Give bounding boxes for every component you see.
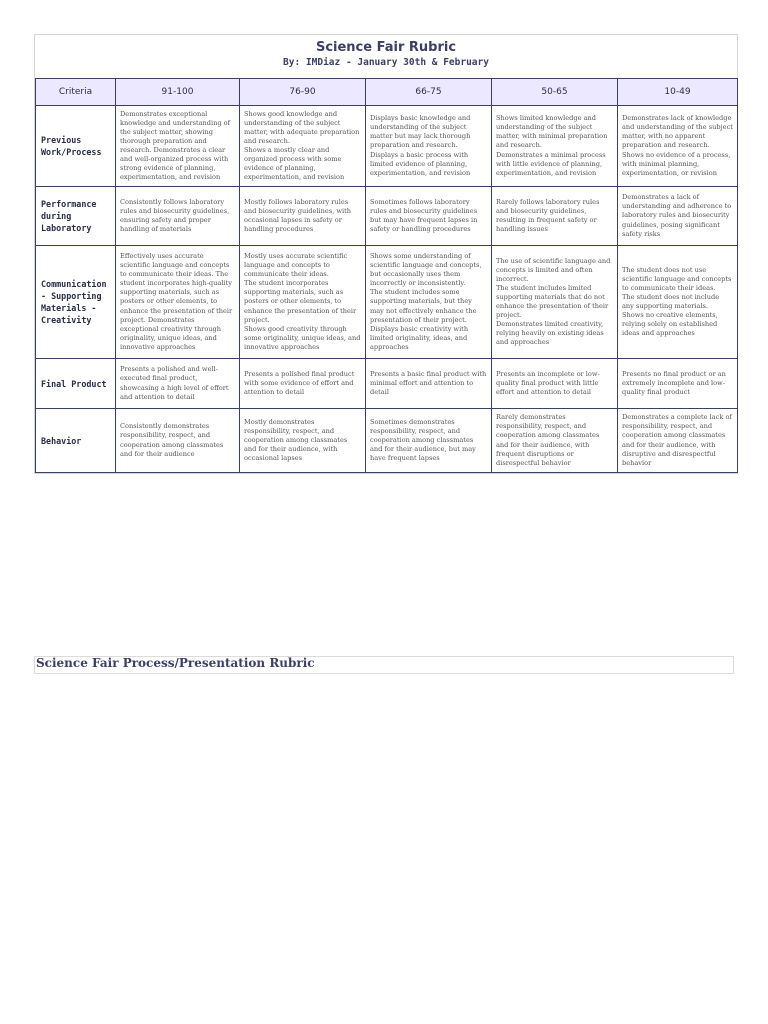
rubric-cell: The use of scientific language and concepts is limited and often incorrect. The student includes limited supporting materials that do not enhance the presentation of their project. Demonstrates limited creativity, relying heavily on existing ideas and approaches [492, 246, 618, 359]
criteria-cell: Communication - Supporting Materials - Creativity [36, 246, 116, 359]
rubric-cell: Demonstrates a complete lack of responsibility, respect, and cooperation among classmates and for their audience, with disruptive and disrespectful behavior [618, 409, 738, 473]
table-row [36, 246, 738, 359]
column-header-10-49: 10-49 [618, 79, 738, 106]
rubric-cell: Demonstrates lack of knowledge and understanding of the subject matter, with no apparent preparation and research. Shows no evidence of a process, with minimal planning, experimentation, or revision [618, 106, 738, 187]
criteria-cell: Performance during Laboratory [36, 187, 116, 246]
rubric-cell: Mostly uses accurate scientific language and concepts to communicate their ideas. The student incorporates supporting materials, such as posters or other elements, to enhance the presentation of their project. Shows good creativity through some originality, unique ideas, and innovative approaches [240, 246, 366, 359]
table-row [36, 409, 738, 473]
rubric-cell: Presents a polished and well-executed final product, showcasing a high level of effort and attention to detail [116, 359, 240, 409]
rubric-cell: Presents a basic final product with minimal effort and attention to detail [366, 359, 492, 409]
rubric-cell: Effectively uses accurate scientific language and concepts to communicate their ideas. The student incorporates high-quality supporting materials, such as posters or other elements, to enhance the presentation of their project. Demonstrates exceptional creativity through originality, unique ideas, and innovative approaches [116, 246, 240, 359]
rubric-cell: Rarely follows laboratory rules and biosecurity guidelines, resulting in frequent safety or handling issues [492, 187, 618, 246]
rubric-cell: Shows good knowledge and understanding of the subject matter, with adequate preparation and research. Shows a mostly clear and organized process with some evidence of planning, experimentation, and revision [240, 106, 366, 187]
table-row [36, 187, 738, 246]
rubric-cell: Shows some understanding of scientific language and concepts, but occasionally uses them incorrectly or inconsistently. The student includes some supporting materials, but they may not effectively enhance the presentation of their project. Displays basic creativity with limited originality, ideas, and approaches [366, 246, 492, 359]
column-header-91-100: 91-100 [116, 79, 240, 106]
criteria-cell: Behavior [36, 409, 116, 473]
column-header-76-90: 76-90 [240, 79, 366, 106]
footer-title: Science Fair Process/Presentation Rubric [36, 656, 315, 670]
rubric-cell: Presents no final product or an extremely incomplete and low-quality final product [618, 359, 738, 409]
rubric-table [35, 78, 738, 473]
rubric-cell: Shows limited knowledge and understanding of the subject matter, with minimal preparation and research. Demonstrates a minimal process with little evidence of planning, experimentation, and revision [492, 106, 618, 187]
rubric-cell: Presents an incomplete or low-quality final product with little effort and attention to detail [492, 359, 618, 409]
title-area [35, 35, 737, 78]
criteria-cell: Final Product [36, 359, 116, 409]
rubric-cell: Presents a polished final product with some evidence of effort and attention to detail [240, 359, 366, 409]
rubric-cell: Demonstrates exceptional knowledge and understanding of the subject matter, showing thorough preparation and research. Demonstrates a clear and well-organized process with strong evidence of planning, experimentation, and revision [116, 106, 240, 187]
rubric-cell: The student does not use scientific language and concepts to communicate their ideas. The student does not include any supporting materials. Shows no creative elements, relying solely on established ideas and approaches [618, 246, 738, 359]
criteria-cell: Previous Work/Process [36, 106, 116, 187]
page-subtitle: By: IMDiaz - January 30th & February [283, 57, 489, 68]
rubric-cell: Demonstrates a lack of understanding and adherence to laboratory rules and biosecurity guidelines, posing significant safety risks [618, 187, 738, 246]
column-header-50-65: 50-65 [492, 79, 618, 106]
rubric-cell: Rarely demonstrates responsibility, respect, and cooperation among classmates and for their audience, with frequent disruptions or disrespectful behavior [492, 409, 618, 473]
rubric-cell: Displays basic knowledge and understanding of the subject matter but may lack thorough preparation and research. Displays a basic process with limited evidence of planning, experimentation, and revision [366, 106, 492, 187]
rubric-cell: Mostly demonstrates responsibility, respect, and cooperation among classmates and for their audience, with occasional lapses [240, 409, 366, 473]
table-header-row [36, 79, 738, 106]
rubric-cell: Sometimes follows laboratory rules and biosecurity guidelines but may have frequent lapses in safety or handling procedures [366, 187, 492, 246]
footer-heading-box [34, 656, 734, 674]
rubric-cell: Consistently demonstrates responsibility, respect, and cooperation among classmates and for their audience [116, 409, 240, 473]
column-header-66-75: 66-75 [366, 79, 492, 106]
rubric-container [34, 34, 738, 474]
rubric-cell: Consistently follows laboratory rules and biosecurity guidelines, ensuring safety and proper handling of materials [116, 187, 240, 246]
rubric-cell: Sometimes demonstrates responsibility, respect, and cooperation among classmates and for their audience, but may have frequent lapses [366, 409, 492, 473]
table-row [36, 359, 738, 409]
page-title: Science Fair Rubric [315, 40, 457, 55]
table-row [36, 106, 738, 187]
column-header-criteria: Criteria [36, 79, 116, 106]
rubric-cell: Mostly follows laboratory rules and biosecurity guidelines, with occasional lapses in safety or handling procedures [240, 187, 366, 246]
